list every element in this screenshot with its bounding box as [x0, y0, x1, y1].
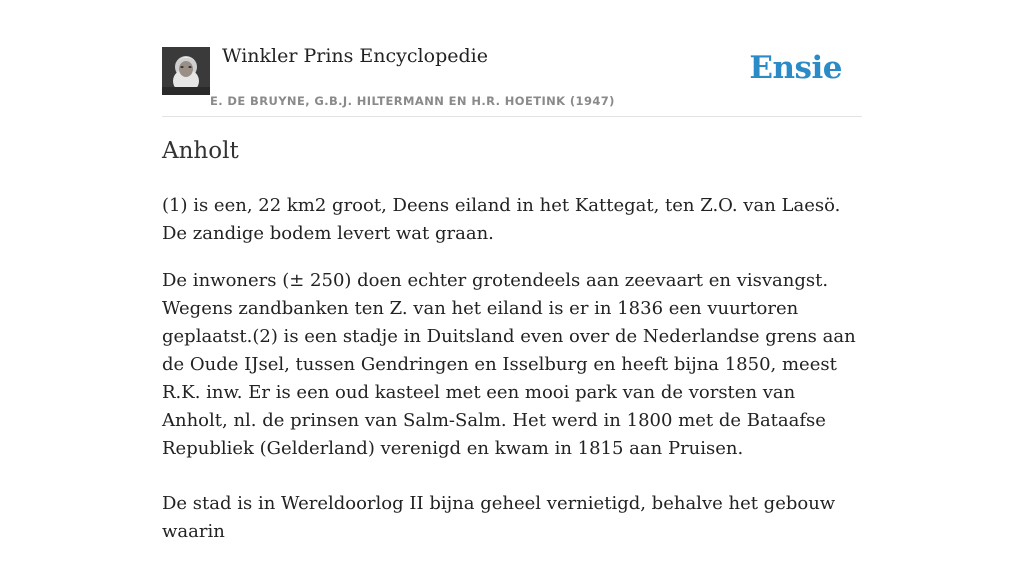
article-body — [162, 192, 862, 565]
header — [162, 0, 862, 117]
article-title: Anholt — [162, 138, 239, 164]
article-paragraph: De stad is in Wereldoorlog II bijna geheel vernietigd, behalve het gebouw waarin — [162, 493, 836, 542]
article-paragraph: (1) is een, 22 km2 groot, Deens eiland in het Kattegat, ten Z.O. van Laesö. De zandige bodem levert wat graan. — [162, 195, 841, 244]
page — [162, 0, 862, 542]
portrait-image — [162, 47, 210, 95]
source-title[interactable]: Winkler Prins Encyclopedie — [222, 45, 488, 67]
ensie-logo[interactable]: Ensie — [749, 50, 842, 86]
article-paragraph: De inwoners (± 250) doen echter grotendeels aan zeevaart en visvangst. Wegens zandbanken ten Z. van het eiland is er in 1836 een vuurtoren geplaatst.(2) is een stadje in Duitsland even over de Nederlandse grens aan de Oude IJsel, tussen Gendringen en Isselburg en heeft bijna 1850, meest R.K. inw. Er is een oud kasteel met een mooi park van de vorsten van Anholt, nl. de prinsen van Salm-Salm. Het werd in 1800 met de Bataafse Republiek (Gelderland) verenigd en kwam in 1815 aan Pruisen. — [162, 270, 856, 459]
source-authors: E. DE BRUYNE, G.B.J. HILTERMANN EN H.R. HOETINK (1947) — [210, 94, 615, 108]
author-portrait[interactable] — [162, 47, 210, 95]
